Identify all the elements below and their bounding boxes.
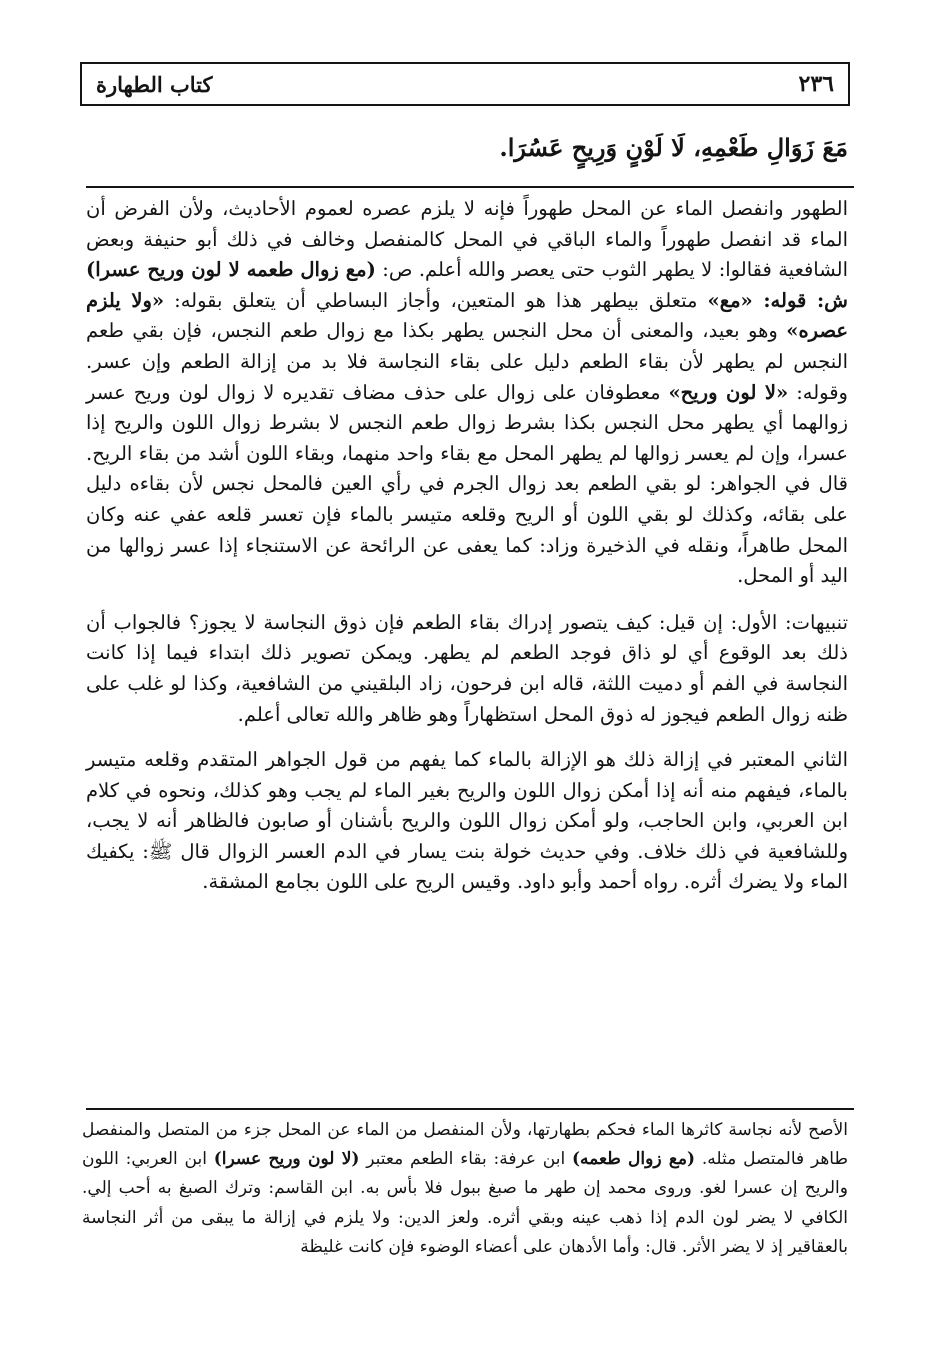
commentary-quote: «لا لون وريح» [668,380,789,404]
divider-footnote [86,1108,854,1110]
footnote-text: ابن عرفة: بقاء الطعم معتبر [359,1149,573,1170]
commentary-quote: «ولا يلزم عصره» [86,288,848,343]
commentary-paragraph-3: الثاني المعتبر في إزالة ذلك هو الإزالة بالماء كما يفهم من قول الجواهر المتقدم وقلعه متيسر بالماء، فيفهم منه أنه إذا أمكن زوال اللون والريح بغير الماء لم يجب وهو كذلك، ونحوه في كلام ابن العربي، وابن الحاجب، ولو أمكن زوال اللون والريح بأشنان أو صابون فالظاهر أنه لا يجب، وللشافعية في ذلك خلاف. وفي حديث خولة بنت يسار في الدم العسر الزوال قال ﷺ: يكفيك الماء ولا يضرك أثره. رواه أحمد وأبو داود. وقيس الريح على اللون بجامع المشقة. [86,748,848,894]
footnote-text: الأصح لأنه نجاسة كاثرها الماء فحكم بطهارتها، ولأن المنفصل من الماء عن المحل جزء من المتصل والمنفصل طاهر فالمتصل مثله. [82,1120,848,1170]
commentary-paragraph-1 [86,194,848,592]
page-number: ٢٣٦ [798,71,834,97]
commentary-text: معطوفان على زوال على حذف مضاف تقديره لا زوال لون وريح عسر زوالهما أي يطهر محل النجس بكذا بشرط زوال طعم النجس لا بشرط زوال اللون والريح إذا عسرا، وإن لم يعسر زوالها لم يطهر المحل مع بقاء واحد منهما، وبقاء اللون أشد من بقاء الريح. قال في الجواهر: لو بقي الطعم بعد زوال الجرم في رأي العين فالمحل نجس لأن بقاءه دليل على بقائه، وكذلك لو بقي اللون أو الريح وقلعه متيسر بالماء فإن تعسر قلعه عفي عنه وكان المحل طاهراً، ونقله في الذخيرة وزاد: كما يعفى عن الرائحة عن الاستنجاء إذا عسر زوالها من اليد أو المحل. [86,380,848,588]
divider-top [86,186,854,188]
commentary-text: وهو بعيد، والمعنى أن محل النجس يطهر بكذا مع زوال طعم النجس، فإن بقي طعم النجس لم يطهر لأن بقاء الطعم دليل على بقاء النجاسة فلا بد من إزالة الطعم وإن عسر. وقوله: [86,319,848,404]
commentary-paragraph-2: تنبيهات: الأول: إن قيل: كيف يتصور إدراك بقاء الطعم فإن ذوق النجاسة لا يجوز؟ فالجواب أن ذلك بعد الوقوع أي لو ذاق فوجد الطعم لم يطهر. ويمكن تصوير ذلك ابتداء فيما إذا كانت النجاسة في الفم أو دميت اللثة، قاله ابن فرحون، زاد البلقيني من الشافعية، وكذا لو غلب على ظنه زوال الطعم فيجوز له ذوق المحل استظهاراً وهو ظاهر والله تعالى أعلم. [86,610,848,726]
commentary-text: الطهور وانفصل الماء عن المحل طهوراً فإنه لا يلزم عصره لعموم الأحاديث، ولأن الفرض أن الماء قد انفصل طهوراً والماء الباقي في المحل كالمنفصل وخالف في ذلك أبو حنيفة وبعض الشافعية فقالوا: لا يطهر الثوب حتى يعصر والله أعلم. ص: [86,197,848,282]
commentary-text: متعلق بيطهر هذا هو المتعين، وأجاز البساطي أن يتعلق بقوله: [164,288,708,312]
footnote-quote: (لا لون وريح عسرا) [213,1149,360,1170]
running-header [80,62,850,106]
footnote-quote: (مع زوال طعمه) [572,1149,696,1170]
commentary-quote: (مع زوال طعمه لا لون وريح عسرا) ش: قوله: «مع» [86,258,848,312]
matn-verse: مَعَ زَوَالِ طَعْمِهِ، لَا لَوْنٍ وَرِيحٍ عَسُرَا. [499,133,848,162]
footnote-body [82,1116,848,1262]
footnote-text: ابن العربي: اللون والريح إن عسرا لغو. وروى محمد إن طهر ما صبغ ببول فلا بأس به. ابن القاسم: وترك الصبغ به أحب إلي. الكافي لا يضر لون الدم إذا ذهب عينه وبقي أثره. ولعز الدين: ولا يلزم في إزالة ما يبقى من أثر النجاسة بالعقاقير إذ لا يضر الأثر. قال: وأما الأدهان على أعضاء الوضوء فإن كانت غليظة [82,1149,848,1257]
book-title: كتاب الطهارة [96,71,213,97]
commentary-body [86,194,848,913]
